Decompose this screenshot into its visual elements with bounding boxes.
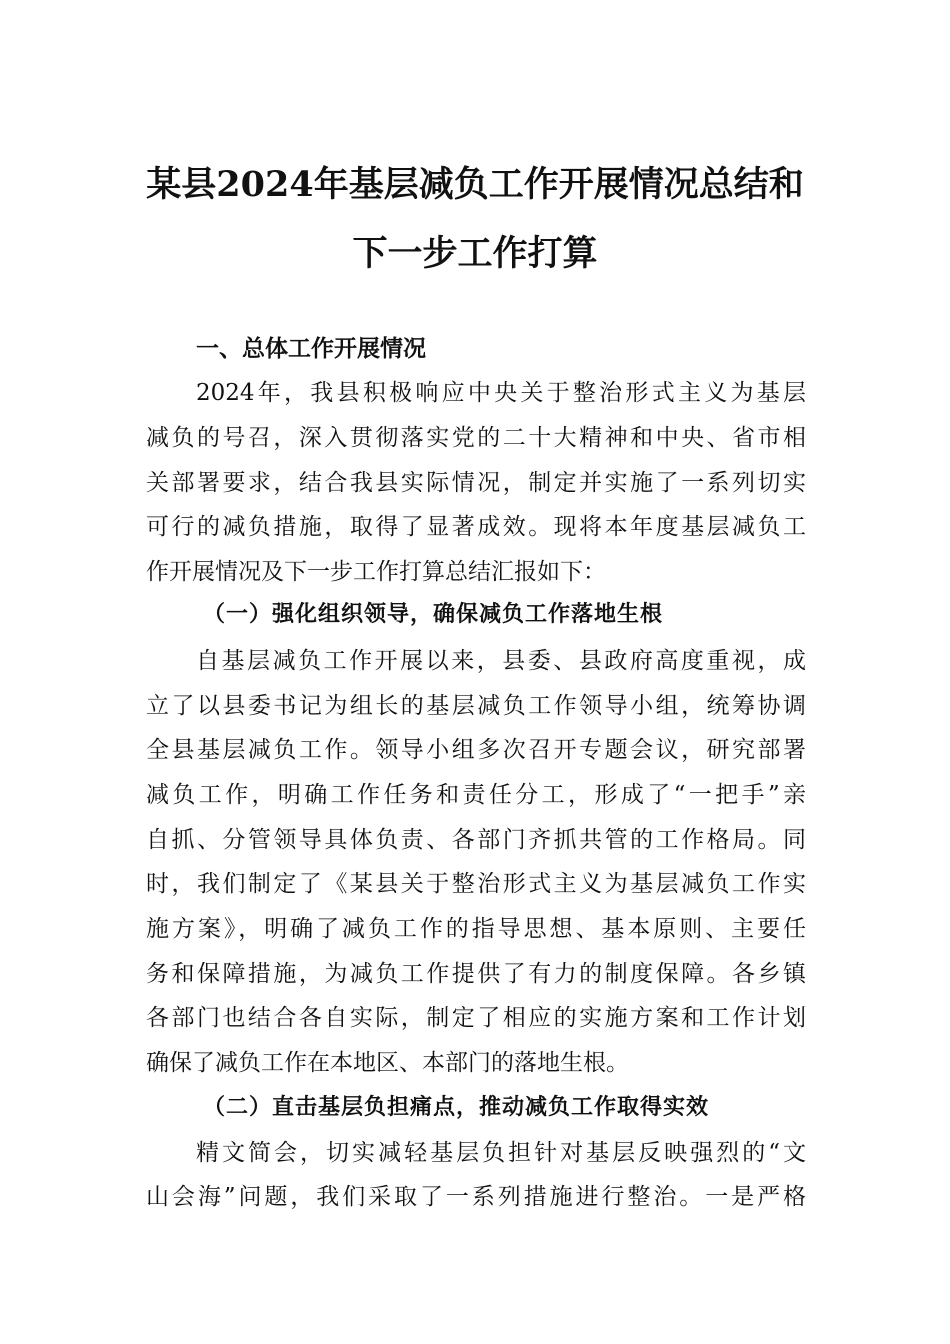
document-title-line-1: 某县2024年基层减负工作开展情况总结和	[146, 164, 804, 205]
section-heading-overall: 一、总体工作开展情况	[196, 336, 426, 362]
subsection-heading-organization: （一）强化组织领导，确保减负工作落地生根	[203, 602, 664, 627]
paragraph-line: 确保了减负工作在本地区、本部门的落地生根。	[146, 1050, 629, 1076]
paragraph-line: 精文简会，切实减轻基层负担针对基层反映强烈的“文	[196, 1140, 806, 1166]
paragraph-line: 全县基层减负工作。领导小组多次召开专题会议，研究部署	[146, 737, 806, 763]
paragraph-line: 立了以县委书记为组长的基层减负工作领导小组，统筹协调	[146, 693, 806, 719]
paragraph-line: 务和保障措施，为减负工作提供了有力的制度保障。各乡镇	[146, 961, 806, 987]
paragraph-line: 2024年，我县积极响应中央关于整治形式主义为基层	[196, 380, 806, 406]
subsection-heading-pain-points: （二）直击基层负担痛点，推动减负工作取得实效	[203, 1095, 710, 1120]
paragraph-line: 施方案》，明确了减负工作的指导思想、基本原则、主要任	[146, 916, 806, 942]
paragraph-line: 作开展情况及下一步工作打算总结汇报如下：	[146, 559, 606, 585]
paragraph-line: 自抓、分管领导具体负责、各部门齐抓共管的工作格局。同	[146, 827, 806, 853]
paragraph-line: 山会海”问题，我们采取了一系列措施进行整治。一是严格	[146, 1184, 806, 1210]
paragraph-line: 时，我们制定了《某县关于整治形式主义为基层减负工作实	[146, 871, 806, 897]
paragraph-line: 可行的减负措施，取得了显著成效。现将本年度基层减负工	[146, 514, 806, 540]
paragraph-line: 自基层减负工作开展以来，县委、县政府高度重视，成	[196, 648, 806, 674]
paragraph-line: 关部署要求，结合我县实际情况，制定并实施了一系列切实	[146, 470, 806, 496]
paragraph-line: 各部门也结合各自实际，制定了相应的实施方案和工作计划	[146, 1005, 806, 1031]
paragraph-line: 减负的号召，深入贯彻落实党的二十大精神和中央、省市相	[146, 425, 806, 451]
paragraph-line: 减负工作，明确工作任务和责任分工，形成了“一把手”亲	[146, 782, 806, 808]
document-title-line-2: 下一步工作打算	[352, 233, 598, 274]
